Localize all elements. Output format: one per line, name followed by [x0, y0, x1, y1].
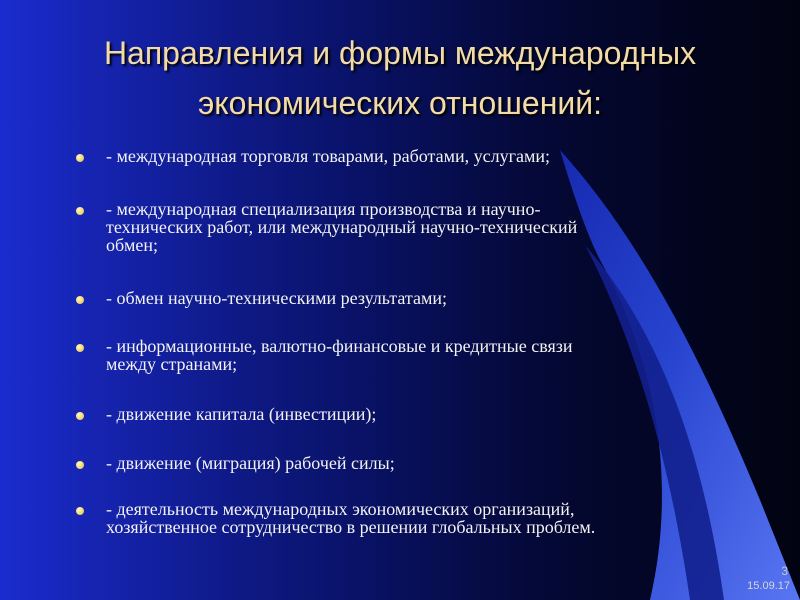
bullet-text: - информационные, валютно-финансовые и кредитные связи между странами;	[106, 336, 573, 374]
slide-date: 15.09.17	[747, 580, 790, 592]
bullet-text: - движение (миграция) рабочей силы;	[106, 453, 395, 473]
bullet-dot-icon	[76, 207, 84, 215]
bullet-dot-icon	[76, 461, 84, 469]
bullet-dot-icon	[76, 507, 84, 515]
bullet-text: - международная специализация производства и научно- технических работ, или международный научно-технический обмен;	[106, 199, 578, 255]
page-number: 3	[781, 564, 788, 578]
bullet-text: - международная торговля товарами, работами, услугами;	[106, 146, 550, 166]
bullet-text: - деятельность международных экономических организаций, хозяйственное сотрудничество в решении глобальных проблем.	[106, 499, 596, 537]
bullet-dot-icon	[76, 296, 84, 304]
bullet-text: - движение капитала (инвестиции);	[106, 404, 377, 424]
bullet-dot-icon	[76, 154, 84, 162]
bullet-dot-icon	[76, 344, 84, 352]
bullet-dot-icon	[76, 412, 84, 420]
bullet-text: - обмен научно-техническими результатами;	[106, 288, 448, 308]
slide-title: Направления и формы международных экономических отношений:	[103, 35, 697, 121]
